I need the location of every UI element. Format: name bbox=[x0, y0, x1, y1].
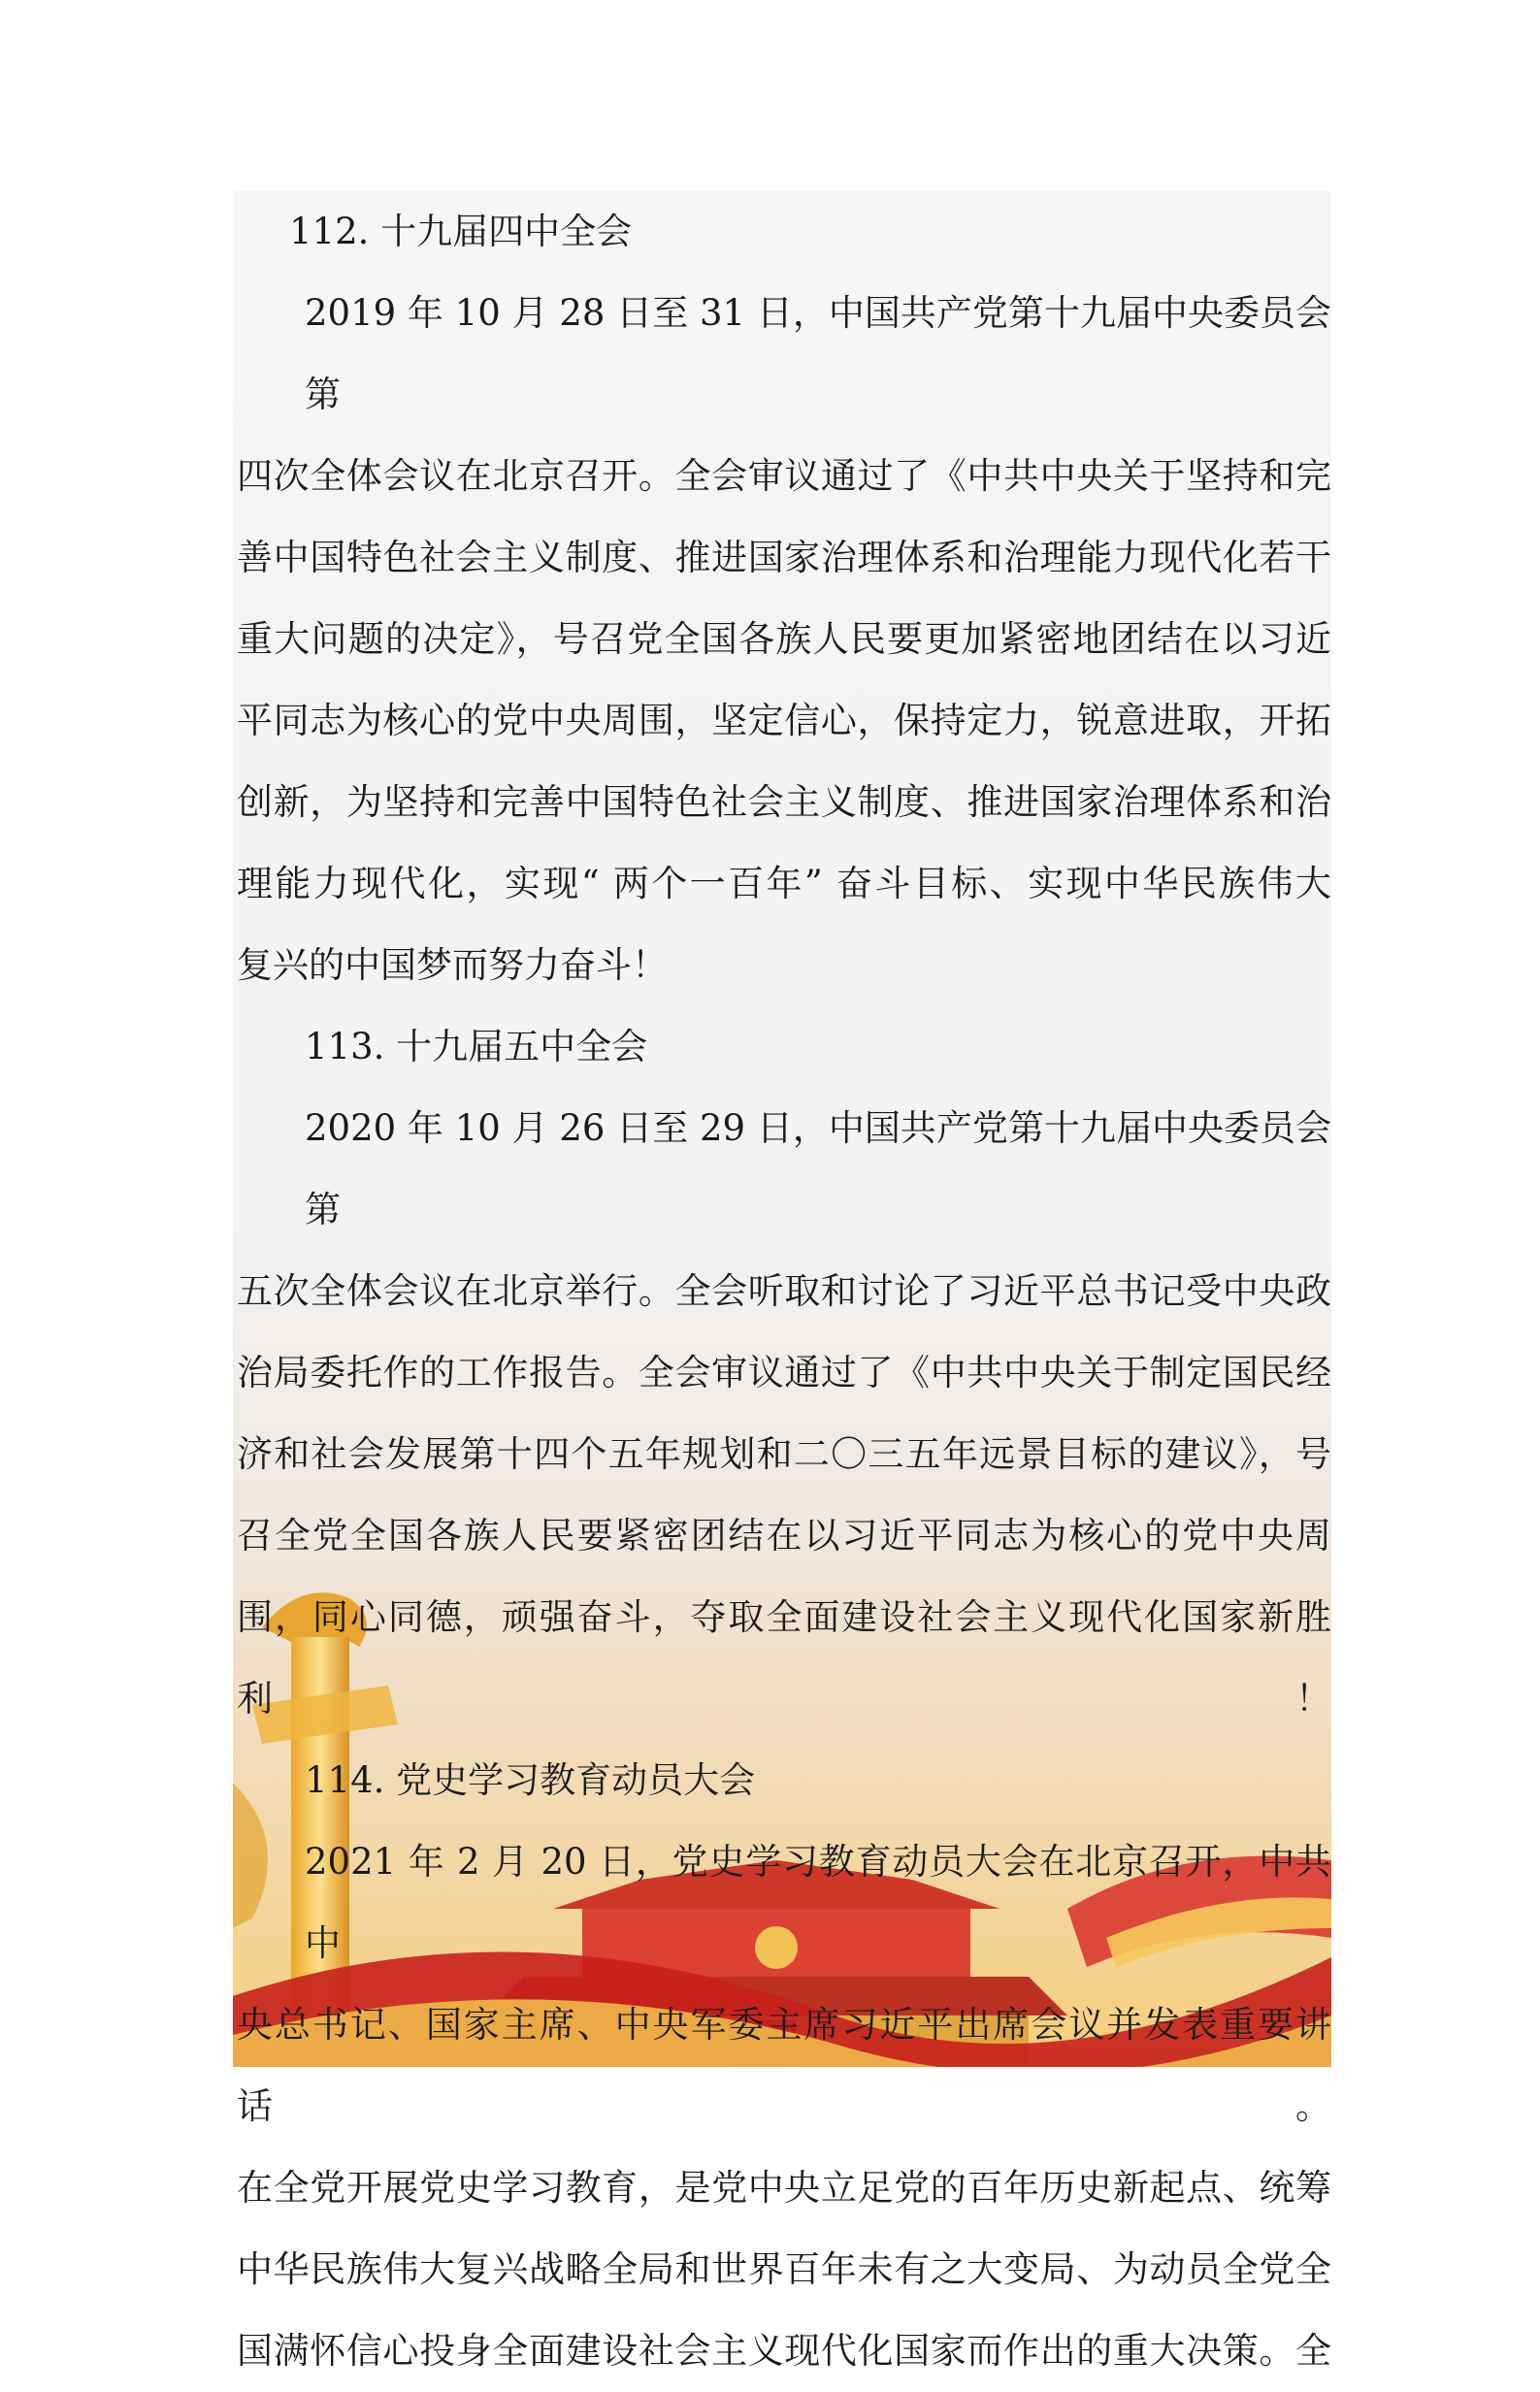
document-body bbox=[233, 191, 1331, 2392]
paragraph-line: 治局委托作的工作报告。全会审议通过了《中共中央关于制定国民经 bbox=[237, 1352, 1331, 1393]
paragraph-line: 理能力现代化，实现“ 两个一百年” 奋斗目标、实现中华民族伟大 bbox=[237, 863, 1331, 904]
paragraph-line: 围，同心同德，顽强奋斗，夺取全面建设社会主义现代化国家新胜利！ bbox=[237, 1596, 1331, 1720]
paragraph-line: 重大问题的决定》，号召党全国各族人民要更加紧密地团结在以习近 bbox=[237, 618, 1331, 660]
paragraph-line: 2020 年 10 月 26 日至 29 日，中国共产党第十九届中央委员会第 bbox=[305, 1107, 1331, 1230]
paragraph-line: 复兴的中国梦而努力奋斗！ bbox=[237, 944, 668, 986]
paragraph-line: 四次全体会议在北京召开。全会审议通过了《中共中央关于坚持和完 bbox=[237, 455, 1331, 497]
section-heading-113: 113. 十九届五中全会 bbox=[305, 1026, 648, 1067]
paragraph-line: 平同志为核心的党中央周围，坚定信心，保持定力，锐意进取，开拓 bbox=[237, 700, 1331, 741]
section-heading-112: 112. 十九届四中全会 bbox=[289, 211, 633, 252]
paragraph-line: 召全党全国各族人民要紧密团结在以习近平同志为核心的党中央周 bbox=[237, 1515, 1331, 1556]
paragraph-line: 2021 年 2 月 20 日，党史学习教育动员大会在北京召开，中共中 bbox=[305, 1841, 1331, 1964]
paragraph-line: 创新，为坚持和完善中国特色社会主义制度、推进国家治理体系和治 bbox=[237, 781, 1331, 823]
section-heading-114: 114. 党史学习教育动员大会 bbox=[305, 1759, 756, 1801]
paragraph-line: 在全党开展党史学习教育，是党中央立足党的百年历史新起点、统筹 bbox=[237, 2167, 1331, 2209]
paragraph-line: 善中国特色社会主义制度、推进国家治理体系和治理能力现代化若干 bbox=[237, 537, 1331, 578]
paragraph-line: 中华民族伟大复兴战略全局和世界百年未有之大变局、为动员全党全 bbox=[237, 2248, 1331, 2290]
paragraph-line: 央总书记、国家主席、中央军委主席习近平出席会议并发表重要讲话。 bbox=[237, 2004, 1331, 2127]
paragraph-line: 2019 年 10 月 28 日至 31 日，中国共产党第十九届中央委员会第 bbox=[305, 292, 1331, 415]
paragraph-line: 国满怀信心投身全面建设社会主义现代化国家而作出的重大决策。全 bbox=[237, 2330, 1331, 2372]
paragraph-line: 五次全体会议在北京举行。全会听取和讨论了习近平总书记受中央政 bbox=[237, 1270, 1331, 1312]
paragraph-line: 济和社会发展第十四个五年规划和二〇三五年远景目标的建议》，号 bbox=[237, 1433, 1331, 1475]
